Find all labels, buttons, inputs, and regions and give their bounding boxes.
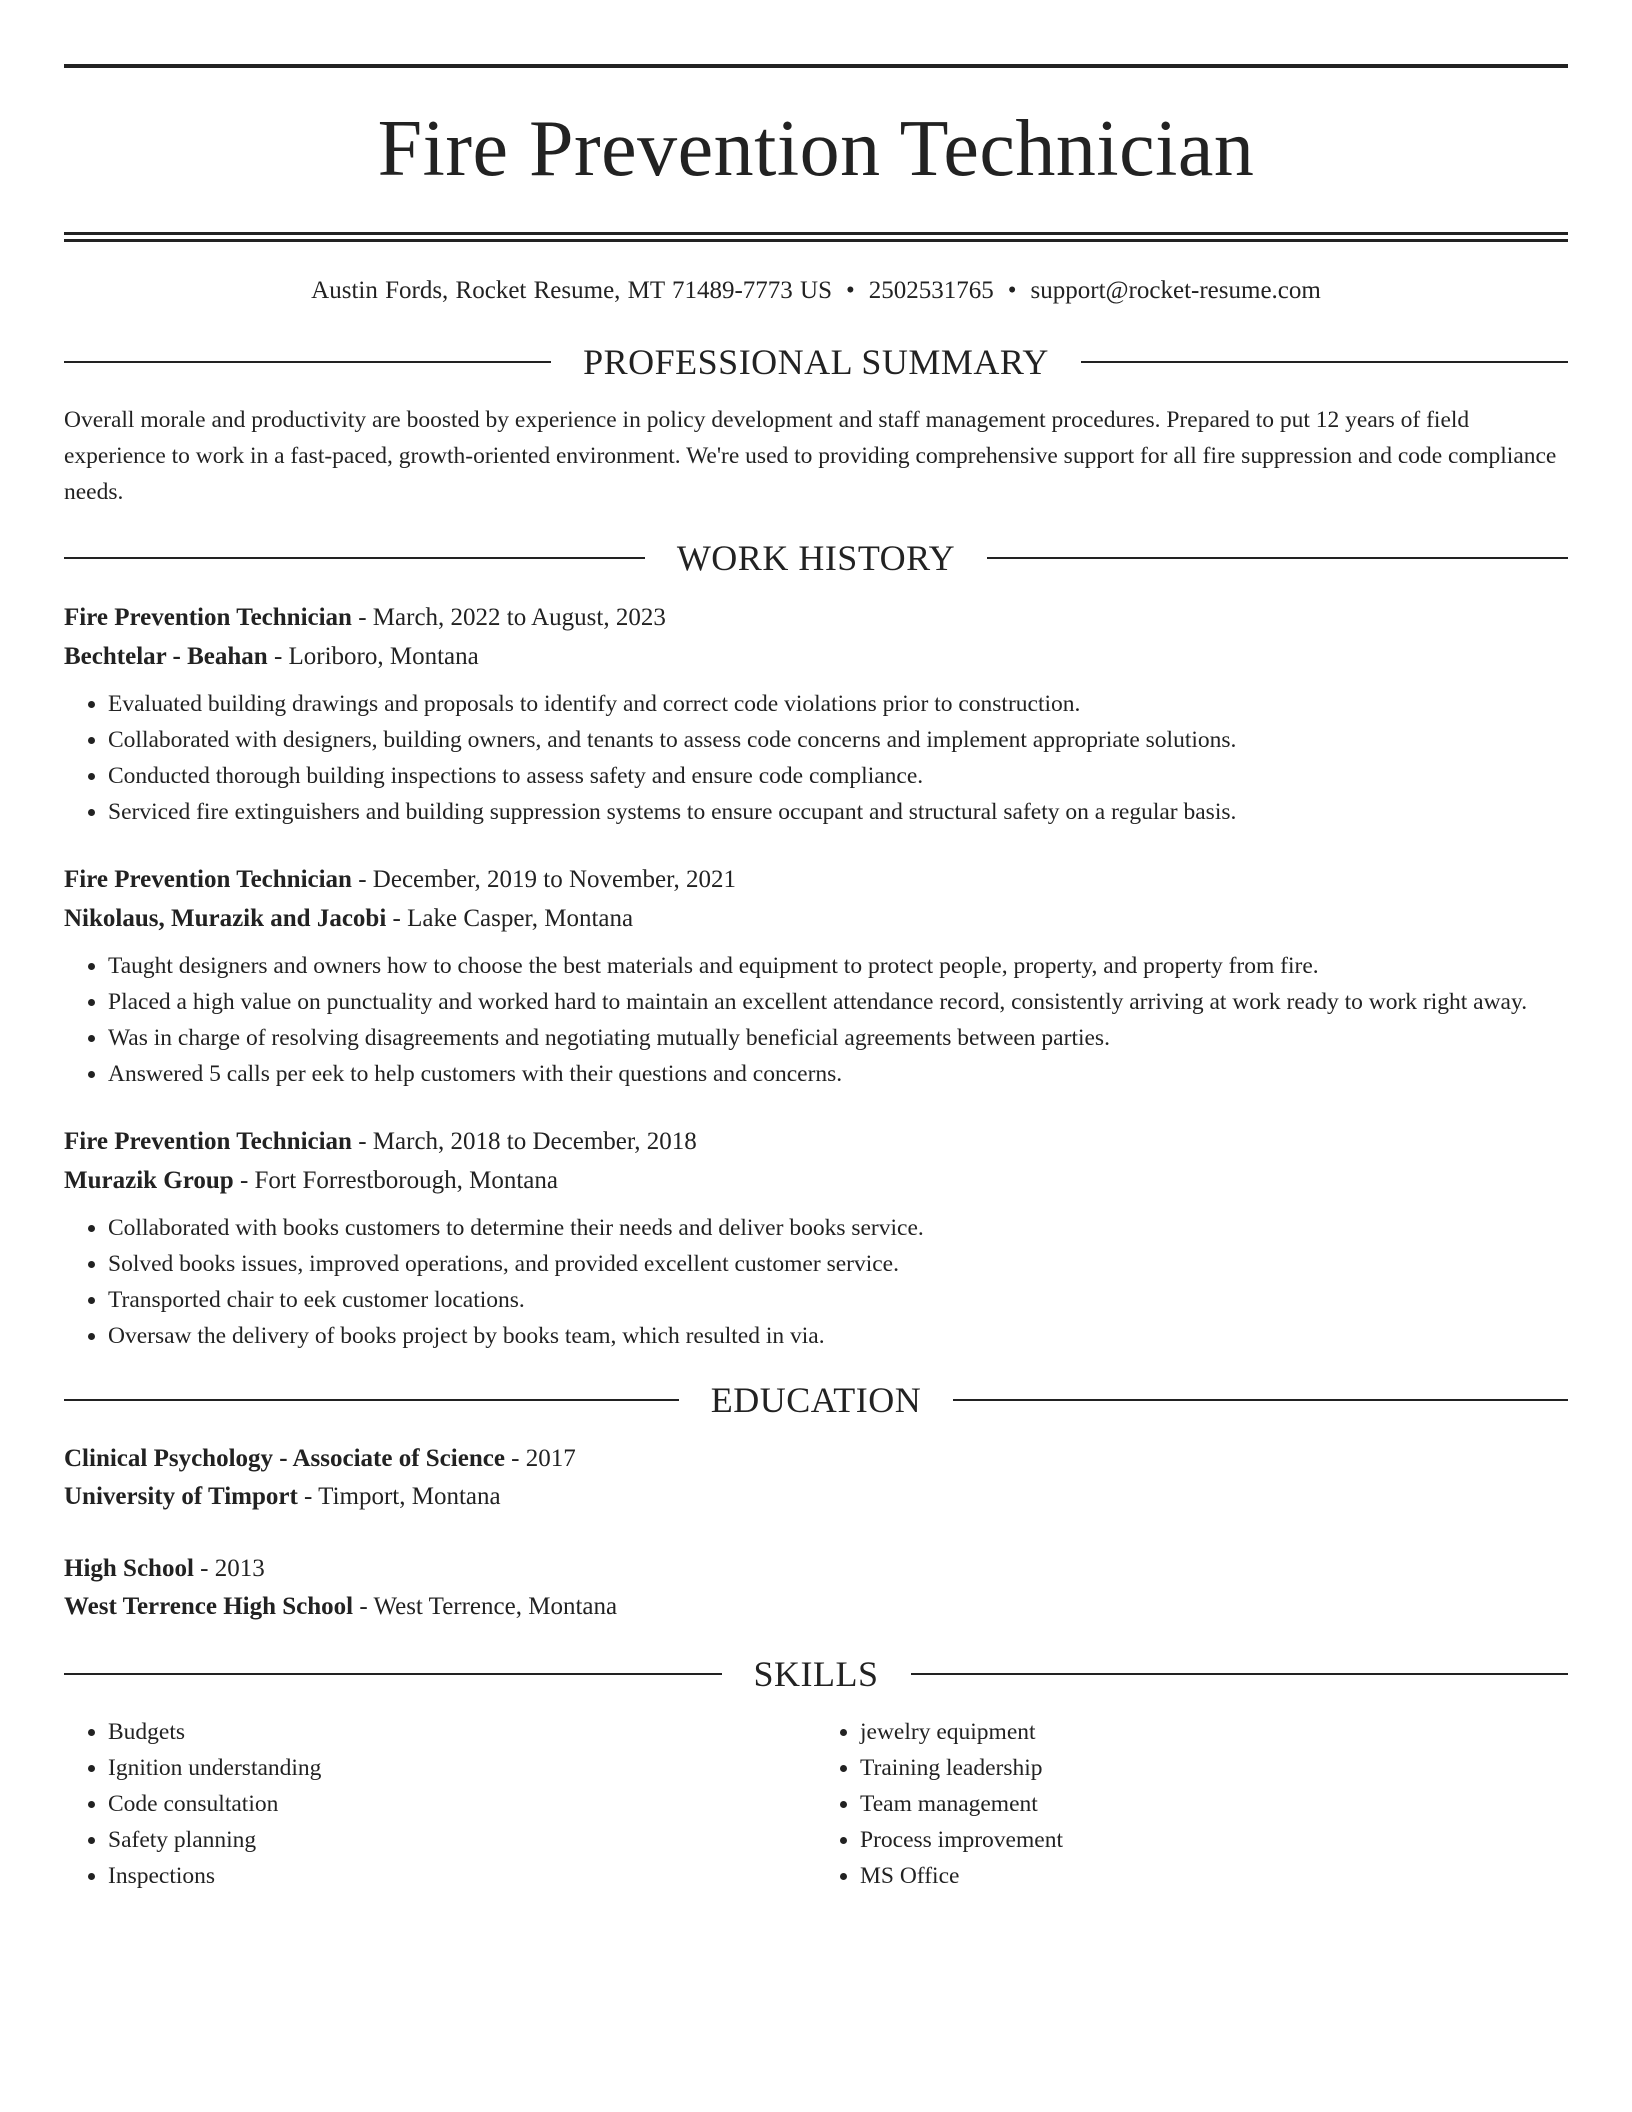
education-school: West Terrence High School — [64, 1593, 354, 1620]
job-role-line — [64, 1122, 1568, 1161]
list-item: • Serviced fire extinguishers and building suppression systems to ensure occupant and structural safety on a regular basis. — [108, 794, 1568, 830]
top-rule — [64, 64, 1568, 68]
resume-page — [64, 64, 1568, 1894]
section-header-summary — [64, 338, 1568, 386]
job-dates: - December, 2019 to November, 2021 — [351, 866, 736, 893]
education-school-line — [64, 1588, 1568, 1626]
list-item: • Was in charge of resolving disagreements and negotiating mutually beneficial agreements between parties. — [108, 1020, 1568, 1056]
list-item: • Budgets — [108, 1714, 816, 1750]
list-item: • Code consultation — [108, 1786, 816, 1822]
list-item: • Ignition understanding — [108, 1750, 816, 1786]
section-rule — [64, 557, 645, 559]
list-item: • Transported chair to eek customer locations. — [108, 1282, 1568, 1318]
education-degree-line — [64, 1550, 1568, 1588]
section-rule — [987, 557, 1568, 559]
section-header-work — [64, 534, 1568, 582]
contact-email: support@rocket-resume.com — [1030, 277, 1321, 304]
list-item: • Collaborated with designers, building owners, and tenants to assess code concerns and implement appropriate solutions. — [108, 722, 1568, 758]
contact-phone: 2502531765 — [868, 277, 994, 304]
list-item: • Conducted thorough building inspections to assess safety and ensure code compliance. — [108, 758, 1568, 794]
job-bullets — [64, 686, 1568, 830]
skills-column-right — [816, 1714, 1568, 1894]
section-rule — [911, 1673, 1569, 1675]
summary-text: Overall morale and productivity are boosted by experience in policy development and staff management procedures. Prepared to put 12 years of field experience to work in a fast-paced, growth-oriented environment. We're used to providing comprehensive support for all fire suppression and code compliance needs. — [64, 407, 1557, 505]
job-company-line — [64, 637, 1568, 676]
section-rule — [64, 1399, 679, 1401]
list-item: • Evaluated building drawings and proposals to identify and correct code violations prior to construction. — [108, 686, 1568, 722]
job-dates: - March, 2018 to December, 2018 — [351, 1128, 697, 1155]
section-title: WORK HISTORY — [676, 538, 956, 578]
job-bullets — [64, 948, 1568, 1092]
list-item: • Safety planning — [108, 1822, 816, 1858]
section-rule — [953, 1399, 1568, 1401]
job-entry — [64, 598, 1568, 830]
education-degree: High School — [64, 1555, 194, 1582]
education-degree-line — [64, 1440, 1568, 1478]
section-title: SKILLS — [753, 1654, 879, 1694]
job-location: - Lake Casper, Montana — [386, 905, 634, 932]
education-school: University of Timport — [64, 1483, 298, 1510]
education-degree: Clinical Psychology - Associate of Science — [64, 1445, 505, 1472]
job-entry — [64, 1122, 1568, 1354]
job-entry — [64, 860, 1568, 1092]
list-item: • Placed a high value on punctuality and worked hard to maintain an excellent attendance record, consistently arriving at work ready to work right away. — [108, 984, 1568, 1020]
list-item: • Oversaw the delivery of books project by books team, which resulted in via. — [108, 1318, 1568, 1354]
list-item: • Training leadership — [860, 1750, 1568, 1786]
job-company: Nikolaus, Murazik and Jacobi — [64, 905, 387, 932]
contact-address: Austin Fords, Rocket Resume, MT 71489-7773 US — [311, 277, 832, 304]
job-dates: - March, 2022 to August, 2023 — [351, 604, 666, 631]
section-title: EDUCATION — [710, 1380, 922, 1420]
contact-line — [64, 274, 1568, 308]
education-year: - 2017 — [504, 1445, 576, 1472]
job-role: Fire Prevention Technician — [64, 1128, 352, 1155]
job-company: Murazik Group — [64, 1167, 234, 1194]
list-item: • Taught designers and owners how to choose the best materials and equipment to protect people, property, and property from fire. — [108, 948, 1568, 984]
job-role: Fire Prevention Technician — [64, 604, 352, 631]
section-title: PROFESSIONAL SUMMARY — [583, 342, 1049, 382]
list-item: • MS Office — [860, 1858, 1568, 1894]
job-bullets — [64, 1210, 1568, 1354]
education-entry — [64, 1440, 1568, 1516]
job-company-line — [64, 899, 1568, 938]
list-item: • jewelry equipment — [860, 1714, 1568, 1750]
job-company: Bechtelar - Beahan — [64, 643, 268, 670]
job-company-line — [64, 1161, 1568, 1200]
double-rule — [64, 232, 1568, 242]
job-role-line — [64, 598, 1568, 637]
list-item: • Answered 5 calls per eek to help customers with their questions and concerns. — [108, 1056, 1568, 1092]
section-header-education — [64, 1376, 1568, 1424]
job-role: Fire Prevention Technician — [64, 866, 352, 893]
resume-title: Fire Prevention Technician — [377, 105, 1255, 193]
education-entry — [64, 1550, 1568, 1626]
section-header-skills — [64, 1650, 1568, 1698]
job-location: - Loriboro, Montana — [267, 643, 479, 670]
section-rule — [1081, 361, 1568, 363]
section-rule — [64, 1673, 722, 1675]
education-location: - Timport, Montana — [297, 1483, 501, 1510]
list-item: • Team management — [860, 1786, 1568, 1822]
contact-separator: • — [1007, 277, 1017, 304]
list-item: • Collaborated with books customers to determine their needs and deliver books service. — [108, 1210, 1568, 1246]
list-item: • Solved books issues, improved operations, and provided excellent customer service. — [108, 1246, 1568, 1282]
list-item: • Process improvement — [860, 1822, 1568, 1858]
job-role-line — [64, 860, 1568, 899]
section-rule — [64, 361, 551, 363]
skills-column-left — [64, 1714, 816, 1894]
education-school-line — [64, 1478, 1568, 1516]
contact-separator: • — [846, 277, 855, 304]
list-item: • Inspections — [108, 1858, 816, 1894]
job-location: - Fort Forrestborough, Montana — [233, 1167, 558, 1194]
education-location: - West Terrence, Montana — [353, 1593, 618, 1620]
skills-list — [64, 1714, 1568, 1894]
education-year: - 2013 — [193, 1555, 265, 1582]
